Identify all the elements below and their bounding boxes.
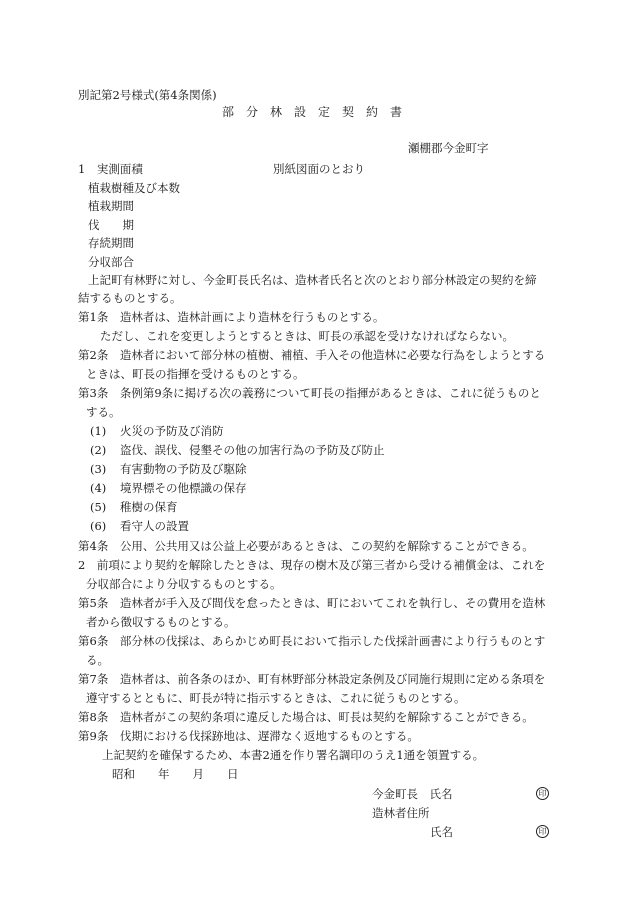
duty-5-num: (5) bbox=[90, 500, 107, 514]
article-1-proviso: ただし、これを変更しようとするときは、町長の承認を受けなければならない。 bbox=[100, 329, 514, 343]
article-3-line-1: 第3条 条例第9条に掲げる次の義務について町長の指揮があるときは、これに従うものと bbox=[78, 386, 541, 400]
article-2-line-1: 第2条 造林者において部分林の植樹、補植、手入その他造林に必要な行為をしようとする bbox=[78, 348, 546, 362]
duty-6-num: (6) bbox=[90, 519, 107, 533]
duty-2-text: 盗伐、誤伐、侵墾その他の加害行為の予防及び防止 bbox=[120, 443, 385, 457]
intro-line-1: 上記町有林野に対し、今金町長氏名は、造林者氏名と次のとおり部分林設定の契約を締 bbox=[88, 273, 537, 287]
article-2-line-2: ときは、町長の指揮を受けるものとする。 bbox=[86, 367, 305, 381]
document-title: 部 分 林 設 定 契 約 書 bbox=[222, 105, 403, 119]
duty-4-text: 境界標その他標識の保存 bbox=[120, 481, 247, 495]
article-9: 第9条 伐期における伐採跡地は、遅滞なく返地するものとする。 bbox=[78, 729, 419, 743]
forester-seal-icon: 印 bbox=[536, 825, 549, 838]
duty-5-text: 稚樹の保育 bbox=[120, 500, 178, 514]
planting-period-label: 植栽期間 bbox=[88, 199, 134, 213]
article-7-line-2: 遵守するとともに、町長が特に指示するときは、これに従うものとする。 bbox=[86, 691, 466, 705]
article-6-line-2: る。 bbox=[86, 653, 109, 667]
duty-6-text: 看守人の設置 bbox=[120, 519, 189, 533]
duty-1-num: (1) bbox=[90, 424, 107, 438]
cutting-period-label: 伐 期 bbox=[88, 218, 134, 232]
article-5-line-2: 者から徴収するものとする。 bbox=[86, 615, 236, 629]
forester-name-line: 氏名 bbox=[430, 825, 453, 839]
duration-label: 存続期間 bbox=[88, 236, 134, 250]
duty-2-num: (2) bbox=[90, 443, 107, 457]
article-4: 第4条 公用、公共用又は公益上必要があるときは、この契約を解除することができる。 bbox=[78, 539, 534, 553]
article-1: 第1条 造林者は、造林計画により造林を行うものとする。 bbox=[78, 310, 385, 324]
mayor-seal-icon: 印 bbox=[536, 787, 549, 800]
duty-3-text: 有害動物の予防及び駆除 bbox=[120, 462, 247, 476]
location-line: 瀬棚郡今金町字 bbox=[408, 141, 489, 155]
species-label: 植栽樹種及び本数 bbox=[88, 181, 180, 195]
survey-area-label: 1 実測面積 bbox=[78, 162, 143, 176]
article-4-2-line-2: 分収部合により分収するものとする。 bbox=[86, 577, 282, 591]
article-4-2-line-1: 2 前項により契約を解除したときは、現存の樹木及び第三者から受ける補償金は、これを bbox=[78, 558, 546, 572]
survey-area-value: 別紙図面のとおり bbox=[273, 162, 365, 176]
closing-statement: 上記契約を確保するため、本書2通を作り署名調印のうえ1通を領置する。 bbox=[102, 748, 485, 762]
forester-address-line: 造林者住所 bbox=[372, 806, 430, 820]
mayor-signature-line: 今金町長 氏名 bbox=[372, 787, 453, 801]
duty-4-num: (4) bbox=[90, 481, 107, 495]
date-line: 昭和 年 月 日 bbox=[112, 767, 239, 781]
form-header: 別記第2号様式(第4条関係) bbox=[78, 88, 217, 102]
duty-1-text: 火災の予防及び消防 bbox=[120, 424, 224, 438]
article-5-line-1: 第5条 造林者が手入及び間伐を怠ったときは、町においてこれを執行し、その費用を造林 bbox=[78, 596, 546, 610]
article-8: 第8条 造林者がこの契約条項に違反した場合は、町長は契約を解除することができる。 bbox=[78, 710, 534, 724]
article-7-line-1: 第7条 造林者は、前各条のほか、町有林野部分林設定条例及び同施行規則に定める条項を bbox=[78, 672, 546, 686]
article-3-line-2: する。 bbox=[86, 405, 121, 419]
duty-3-num: (3) bbox=[90, 462, 107, 476]
article-6-line-1: 第6条 部分林の伐採は、あらかじめ町長において指示した伐採計画書により行うものとす bbox=[78, 634, 546, 648]
intro-line-2: 結するものとする。 bbox=[78, 291, 182, 305]
share-label: 分収部合 bbox=[88, 255, 134, 269]
